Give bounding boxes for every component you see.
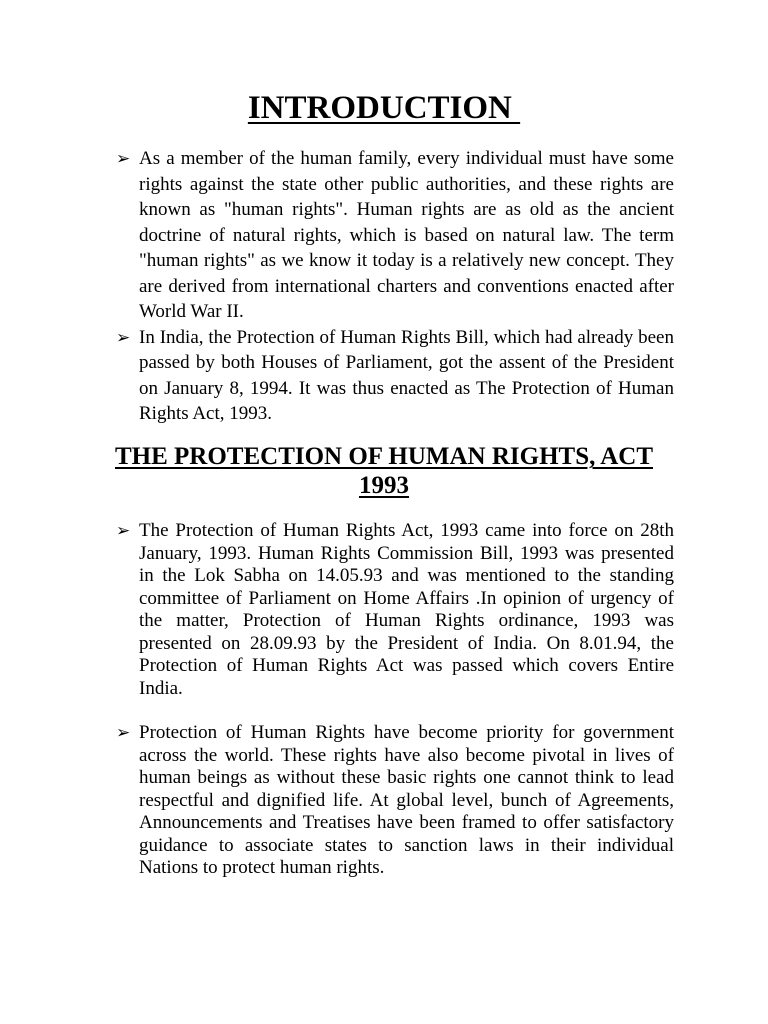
list-item (112, 325, 674, 427)
introduction-list (112, 146, 674, 427)
list-item (112, 520, 674, 700)
act-section-list (112, 520, 674, 880)
paragraph-text: As a member of the human family, every individual must have some rights against the state other public authorities, and these rights are known as "human rights". Human rights are as old as the ancient doctrine of natural rights, which is based on natural law. The term "human rights" as we know it today is a relatively new concept. They are derived from international charters and conventions enacted after World War II. (139, 148, 674, 322)
list-item (112, 146, 674, 325)
arrow-bullet-icon: ➢ (116, 521, 131, 540)
page-title (0, 88, 768, 128)
introduction-heading: INTRODUCTION (247, 90, 521, 126)
act-heading-text: THE PROTECTION OF HUMAN RIGHTS, ACT 1993 (114, 443, 654, 499)
paragraph-text: The Protection of Human Rights Act, 1993 came into force on 28th January, 1993. Human Rights Commission Bill, 1993 was presented in the Lok Sabha on 14.05.93 and was mentioned to the standing committee of Parliament on Home Affairs .In opinion of urgency of the matter, Protection of Human Rights ordinance, 1993 was presented on 28.09.93 by the President of India. On 8.01.94, the Protection of Human Rights Act was passed which covers Entire India. (139, 520, 674, 699)
arrow-bullet-icon: ➢ (116, 327, 131, 347)
arrow-bullet-icon: ➢ (116, 723, 131, 742)
list-item (112, 722, 674, 880)
paragraph-text: Protection of Human Rights have become priority for government across the world. These rights have also become pivotal in lives of human beings as without these basic rights one cannot think to lead respectful and dignified life. At global level, bunch of Agreements, Announcements and Treatises have been framed to offer satisfactory guidance to associate states to sanction laws in their individual Nations to protect human rights. (139, 722, 674, 878)
section-heading (96, 442, 672, 500)
paragraph-text: In India, the Protection of Human Rights Bill, which had already been passed by both Houses of Parliament, got the assent of the President on January 8, 1994. It was thus enacted as The Protection of Human Rights Act, 1993. (139, 326, 674, 424)
arrow-bullet-icon: ➢ (116, 149, 131, 168)
